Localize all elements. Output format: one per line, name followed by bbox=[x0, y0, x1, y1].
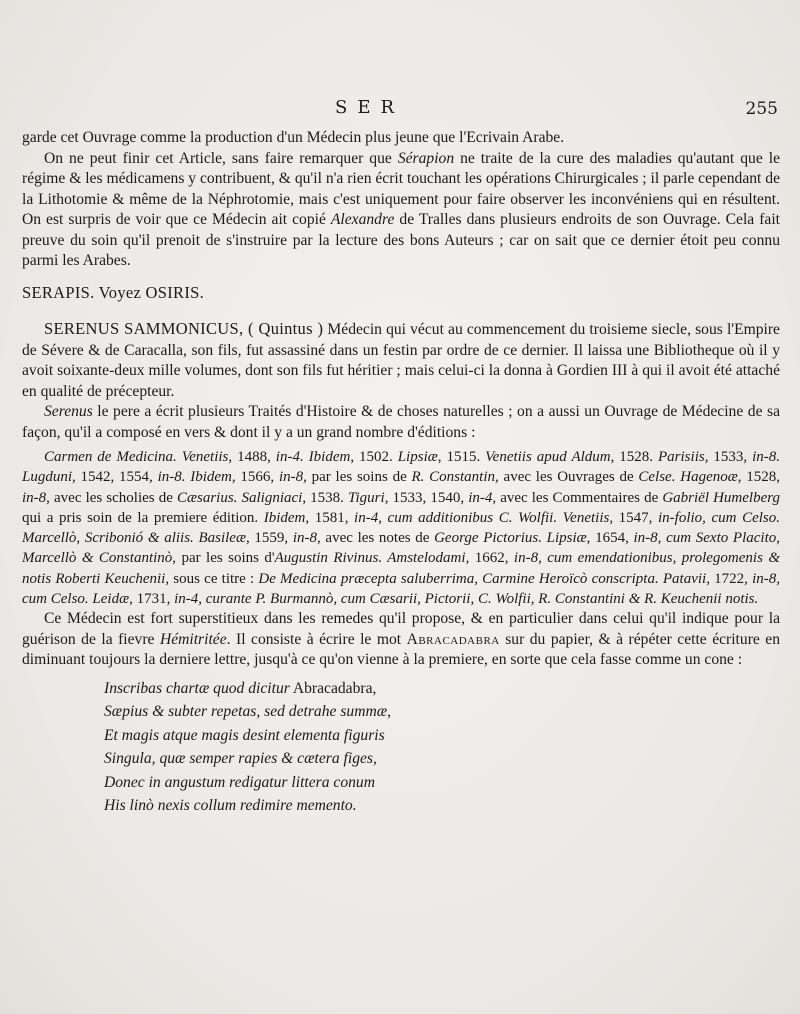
paragraph-serapion-conclusion: On ne peut finir cet Article, sans faire remarquer que Sérapion ne traite de la cure des maladies qu'autant que le régime & les médicamens y contribuent, & qu'il n'a rien écrit touchant les opérations Chirurgicales ; il parle cependant de la Lithotomie & même de la Néphrotomie, mais c'est uniquement pour faire observer les inconvéniens qui en résultent. On est surpris de voir que ce Médecin ait copié Alexandre de Tralles dans plusieurs endroits de son Ouvrage. Cela fait preuve du soin qu'il prenoit de s'instruire par la lecture des bons Auteurs ; car on sait que ce dernier étoit peu connu parmi les Arabes. bbox=[22, 149, 780, 269]
verse-line: Et magis atque magis desint elementa figuris bbox=[104, 726, 385, 744]
page-header bbox=[0, 97, 800, 121]
verse-line: Inscribas chartæ quod dicitur Abracadabra, bbox=[104, 679, 377, 697]
verse-line: Singula, quæ semper rapies & cætera figes, bbox=[104, 750, 377, 768]
entry-serenus-sammonicus: SERENUS SAMMONICUS, ( Quintus ) Médecin qui vécut au commencement du troisieme siecle, sous l'Empire de Sévere & de Caracalla, son fils, fut assassiné dans un festin par ordre de ce dernier. Il laissa une Bibliotheque où il y avoit soixante-deux mille volumes, dont son fils fut héritier ; mais celui-ci la donna à Gordien III à qui il avoit été attaché en qualité de précepteur. bbox=[22, 319, 780, 400]
paragraph-abracadabra: Ce Médecin est fort superstitieux dans les remedes qu'il propose, & en particulier dans celui qu'il indique pour la guérison de la fievre Hémitritée. Il consiste à écrire le mot Abracadabra sur du papier, & à répéter cette écriture en diminuant toujours la derniere lettre, jusqu'à ce qu'on vienne à la premiere, en sorte que cela fasse comme un cone : bbox=[22, 610, 780, 669]
verse-line: His linò nexis collum redimire memento. bbox=[104, 797, 357, 815]
name-alexandre: Alexandre bbox=[330, 211, 395, 228]
paragraph-serenus-works: Serenus le pere a écrit plusieurs Traités d'Histoire & de choses naturelles ; on a aussi un Ouvrage de Médecine de sa façon, qu'il a composé en vers & dont il y a un grand nombre d'éditions : bbox=[22, 403, 780, 441]
paragraph-continuation: garde cet Ouvrage comme la production d'un Médecin plus jeune que l'Ecrivain Arabe. bbox=[22, 129, 565, 146]
entry-headword: SERENUS SAMMONICUS, ( Quintus ) bbox=[44, 319, 324, 338]
running-head: SER bbox=[335, 97, 405, 118]
entry-serapis: SERAPIS. Voyez OSIRIS. bbox=[22, 282, 205, 302]
word-abracadabra: Abracadabra bbox=[406, 630, 500, 648]
page-number: 255 bbox=[745, 99, 778, 119]
verse-block bbox=[22, 677, 780, 818]
page-body bbox=[22, 128, 780, 818]
name-serapion: Sérapion bbox=[397, 149, 455, 167]
editions-list: Carmen de Medicina. Venetiis, 1488, in-4. Ibidem, 1502. Lipsiæ, 1515. Venetiis apud Aldum, 1528. Parisiis, 1533, in-8. Lugduni, 1542, 1554, in-8. Ibidem, 1566, in-8, par les soins de R. Constantin, avec les Ouvrages de Celse. Hagenoæ, 1528, in-8, avec les scholies de Cæsarius. Saligniaci, 1538. Tiguri, 1533, 1540, in-4, avec les Commentaires de Gabriël Humelberg qui a pris soin de la premiere édition. Ibidem, 1581, in-4, cum additionibus C. Wolfii. Venetiis, 1547, in-folio, cum Celso. Marcellò, Scribonió & aliis. Basileæ, 1559, in-8, avec les notes de George Pictorius. Lipsiæ, 1654, in-8, cum Sexto Placito, Marcellò & Constantinò, par les soins d'Augustin Rivinus. Amstelodami, 1662, in-8, cum emendationibus, prolegomenis & notis Roberti Keuchenii, sous ce titre : De Medicina præcepta saluberrima, Carmine Heroïcò conscripta. Patavii, 1722, in-8, cum Celso. Leidæ, 1731, in-4, curante P. Burmannò, cum Cæsarii, Pictorii, C. Wolfii, R. Constantini & R. Keuchenii notis. bbox=[22, 449, 781, 608]
verse-line: Sæpius & subter repetas, sed detrahe summæ, bbox=[104, 703, 392, 721]
verse-line: Donec in angustum redigatur littera conum bbox=[104, 773, 375, 791]
